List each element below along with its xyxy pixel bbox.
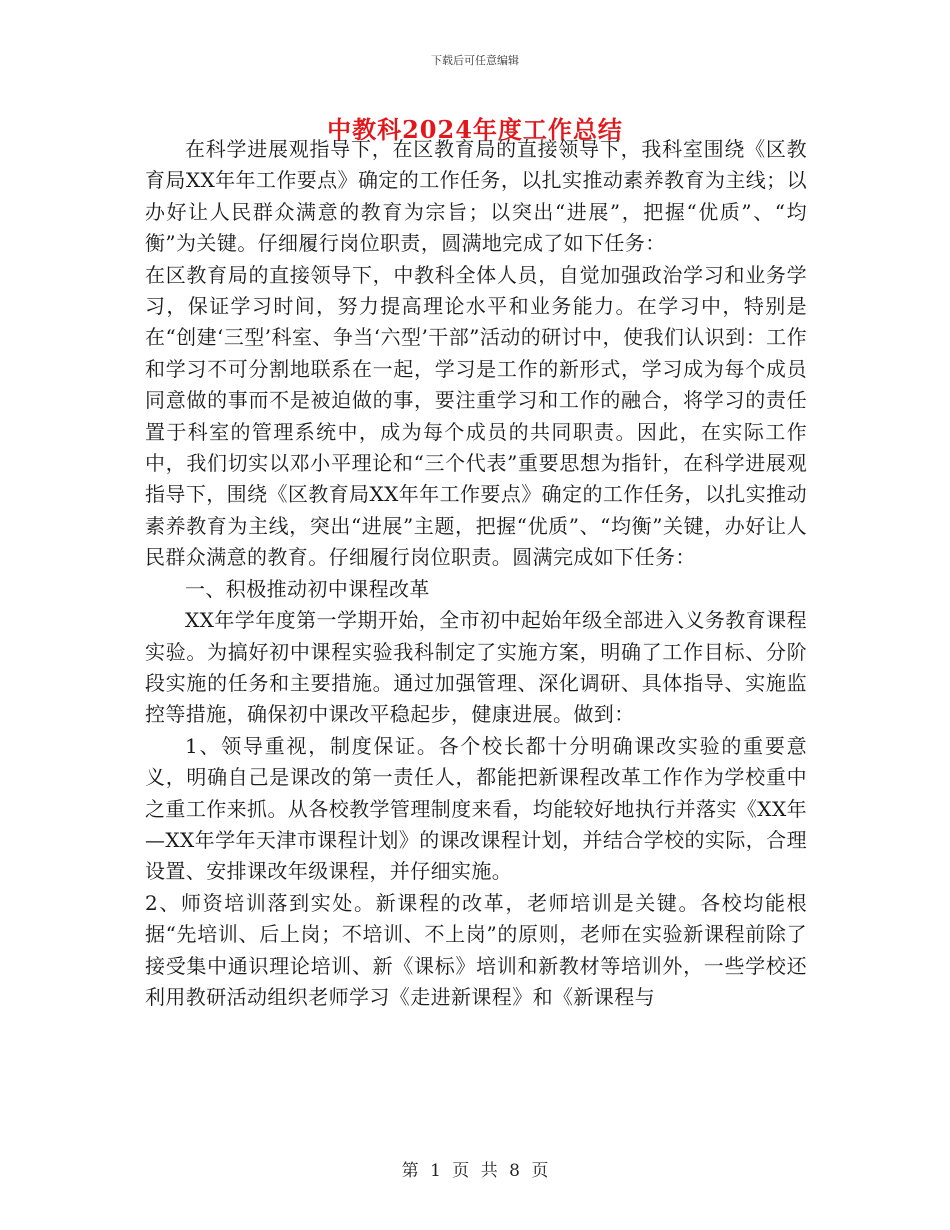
- footer-label-total: 共: [480, 1161, 498, 1181]
- document-body: [145, 134, 807, 1013]
- footer-label-page-unit: 页: [452, 1161, 470, 1181]
- paragraph: 1、领导重视，制度保证。各个校长都十分明确课改实验的重要意义，明确自己是课改的第一责任人，都能把新课程改革工作作为学校重中之重工作来抓。从各校教学管理制度来看，均能较好地执行并落实《XX年—XX年学年天津市课程计划》的课改课程计划，并结合学校的实际，合理设置、安排课改年级课程，并仔细实施。: [145, 733, 807, 884]
- section-heading: 一、积极推动初中课程改革: [185, 576, 430, 601]
- paragraph: 2、师资培训落到实处。新课程的改革，老师培训是关键。各校均能根据“先培训、后上岗；不培训、不上岗”的原则，老师在实验新课程前除了接受集中通识理论培训、新《课标》培训和新教材等培训外，一些学校还利用教研活动组织老师学习《走进新课程》和《新课程与: [145, 890, 807, 1009]
- footer-label-page: 第: [401, 1161, 419, 1181]
- footer-label-total-unit: 页: [531, 1161, 549, 1181]
- paragraph: XX年学年度第一学期开始，全市初中起始年级全部进入义务教育课程实验。为搞好初中课程实验我科制定了实施方案，明确了工作目标、分阶段实施的任务和主要措施。通过加强管理、深化调研、具体指导、实施监控等措施，确保初中课改平稳起步，健康进展。做到：: [145, 608, 807, 727]
- page-number: 1: [430, 1161, 441, 1181]
- paragraph: 在科学进展观指导下，在区教育局的直接领导下，我科室围绕《区教育局XX年年工作要点》确定的工作任务，以扎实推动素养教育为主线；以办好让人民群众满意的教育为宗旨；以突出“进展”，把握“优质”、“均衡”为关键。仔细履行岗位职责，圆满地完成了如下任务：: [145, 137, 807, 256]
- total-pages: 8: [509, 1161, 520, 1181]
- document-title: 中教科2024年度工作总结: [327, 115, 623, 144]
- page-footer: [0, 1156, 950, 1181]
- header-note: 下载后可任意编辑: [431, 54, 519, 67]
- paragraph: 在区教育局的直接领导下，中教科全体人员，自觉加强政治学习和业务学习，保证学习时间，努力提高理论水平和业务能力。在学习中，特别是在“创建‘三型’科室、争当‘六型’干部”活动的研讨中，使我们认识到：工作和学习不可分割地联系在一起，学习是工作的新形式，学习成为每个成员同意做的事而不是被迫做的事，要注重学习和工作的融合，将学习的责任置于科室的管理系统中，成为每个成员的共同职责。因此，在实际工作中，我们切实以邓小平理论和“三个代表”重要思想为指针，在科学进展观指导下，围绕《区教育局XX年年工作要点》确定的工作任务，以扎实推动素养教育为主线，突出“进展”主题，把握“优质”、“均衡”关键，办好让人民群众满意的教育。仔细履行岗位职责。圆满完成如下任务：: [145, 262, 807, 570]
